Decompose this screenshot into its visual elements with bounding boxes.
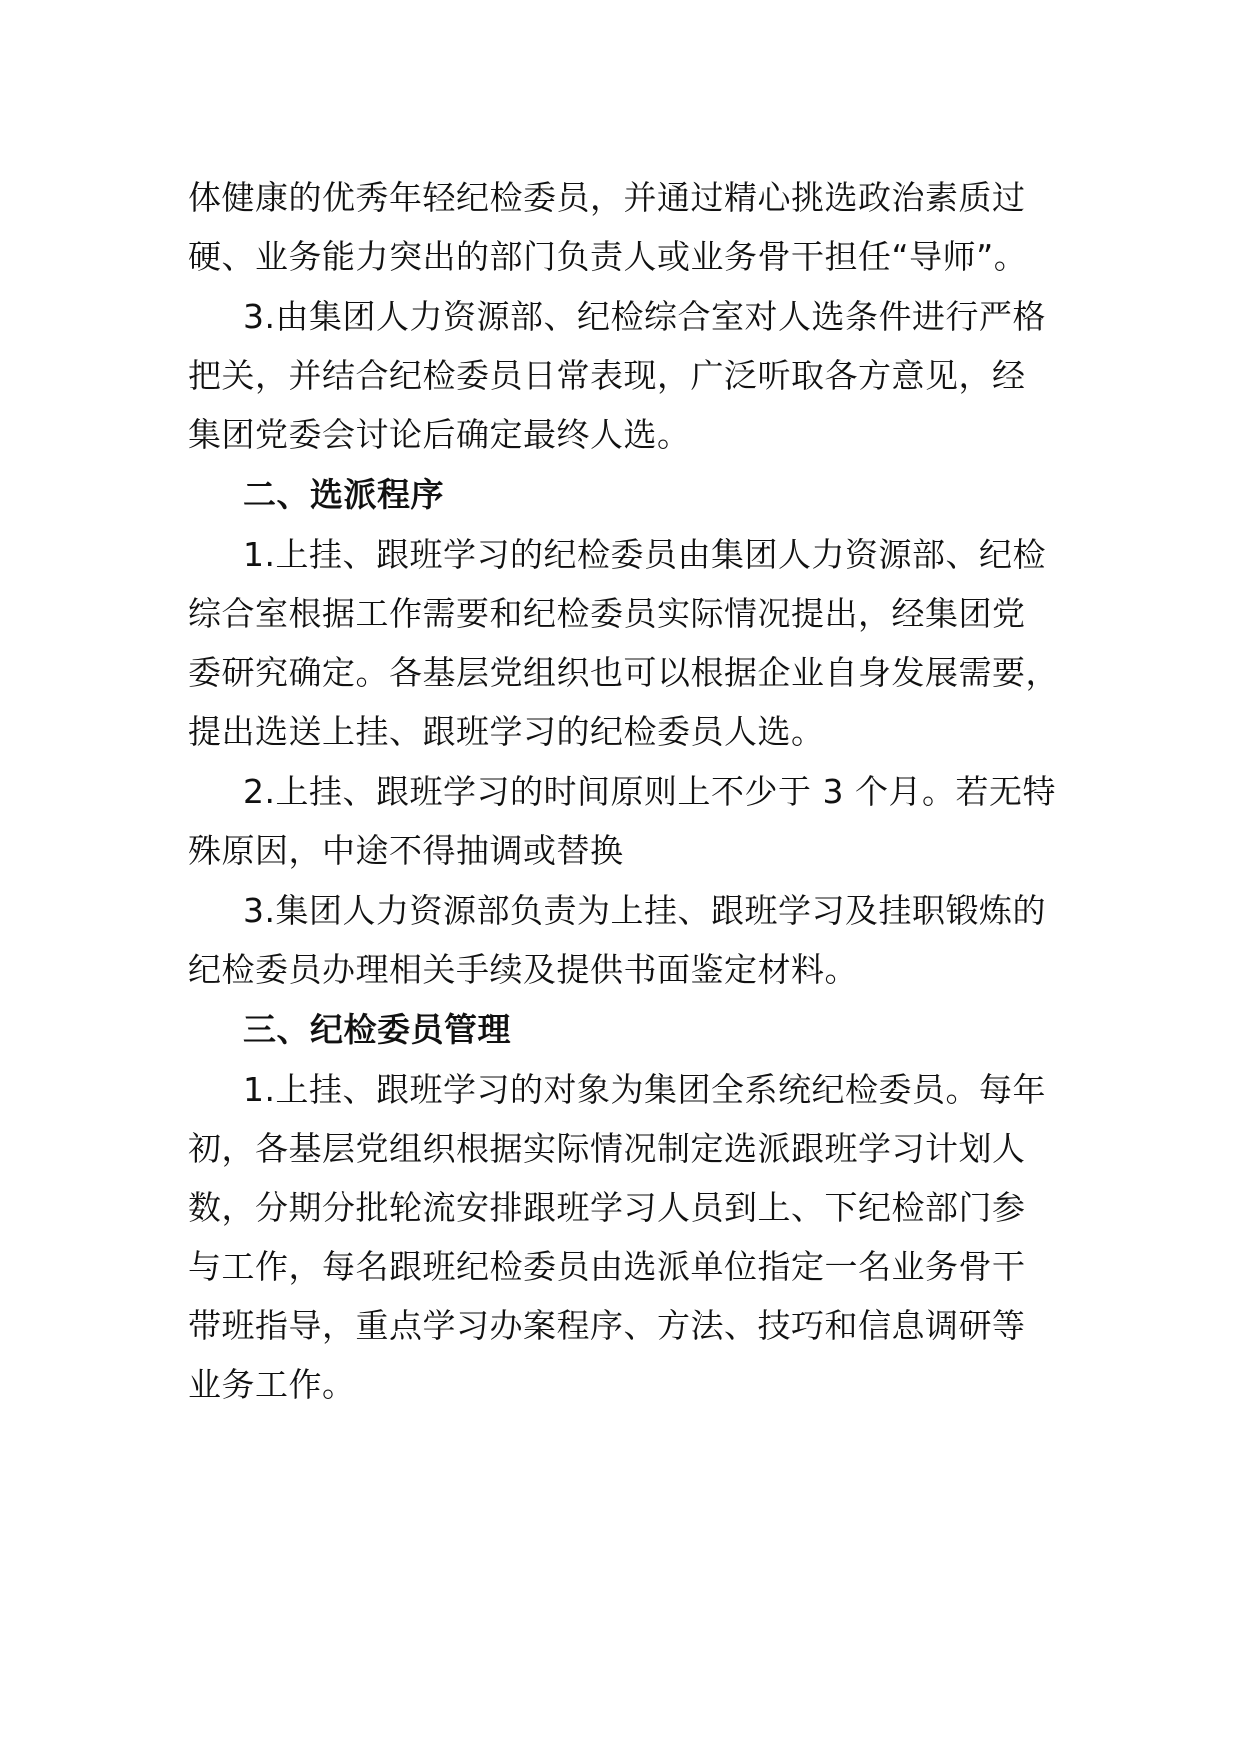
paragraph-line: 殊原因，中途不得抽调或替换 (188, 831, 624, 870)
paragraph-line: 综合室根据工作需要和纪检委员实际情况提出，经集团党 (188, 594, 1026, 633)
paragraph-line: 硬、业务能力突出的部门负责人或业务骨干担任“导师”。 (188, 237, 1028, 276)
paragraph-line: 与工作，每名跟班纪检委员由选派单位指定一名业务骨干 (188, 1247, 1026, 1286)
paragraph-line: 集团党委会讨论后确定最终人选。 (188, 415, 691, 454)
paragraph-line: 提出选送上挂、跟班学习的纪检委员人选。 (188, 712, 825, 751)
section-heading: 三、纪检委员管理 (243, 1010, 511, 1049)
paragraph-line: 带班指导，重点学习办案程序、方法、技巧和信息调研等 (188, 1306, 1026, 1345)
paragraph-line: 3.由集团人力资源部、纪检综合室对人选条件进行严格 (243, 297, 1046, 336)
paragraph-line: 初，各基层党组织根据实际情况制定选派跟班学习计划人 (188, 1129, 1026, 1168)
paragraph-line: 纪检委员办理相关手续及提供书面鉴定材料。 (188, 950, 858, 989)
paragraph-line: 1.上挂、跟班学习的纪检委员由集团人力资源部、纪检 (243, 535, 1046, 574)
paragraph-line: 体健康的优秀年轻纪检委员，并通过精心挑选政治素质过 (188, 178, 1026, 217)
paragraph-line: 3.集团人力资源部负责为上挂、跟班学习及挂职锻炼的 (243, 891, 1046, 930)
paragraph-line: 1.上挂、跟班学习的对象为集团全系统纪检委员。每年 (243, 1070, 1046, 1109)
paragraph-line: 2.上挂、跟班学习的时间原则上不少于 3 个月。若无特 (243, 772, 1056, 811)
section-heading: 二、选派程序 (243, 475, 444, 514)
paragraph-line: 委研究确定。各基层党组织也可以根据企业自身发展需要， (188, 653, 1059, 692)
paragraph-line: 数，分期分批轮流安排跟班学习人员到上、下纪检部门参 (188, 1188, 1026, 1227)
paragraph-line: 业务工作。 (188, 1365, 356, 1404)
paragraph-line: 把关，并结合纪检委员日常表现，广泛听取各方意见，经 (188, 356, 1026, 395)
